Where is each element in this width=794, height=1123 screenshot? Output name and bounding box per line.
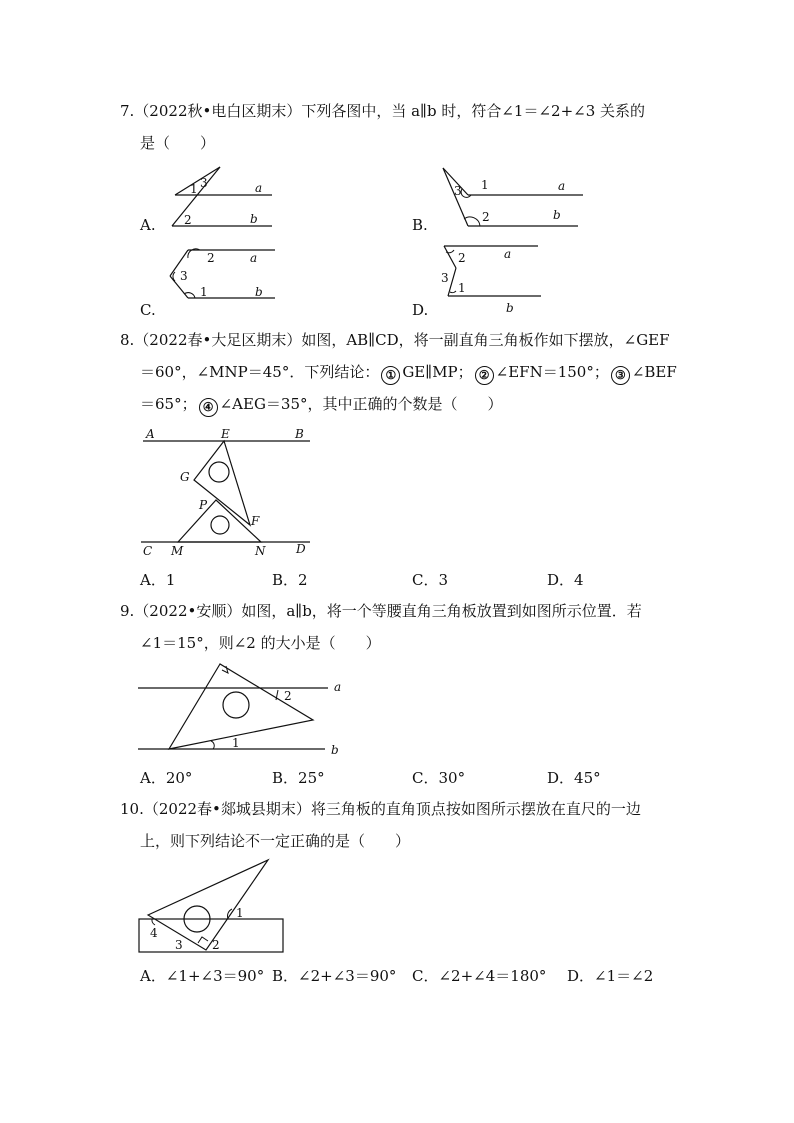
q9-option-c: C．30° — [412, 769, 466, 787]
q10-angle1: 1 — [236, 906, 244, 920]
q8-conclusion3: ∠BEF — [631, 363, 677, 381]
q8-conclusion4: ∠AEG＝35°，其中正确的个数是（ ） — [219, 395, 503, 413]
q8-conclusion3-value: ＝65°； — [140, 395, 197, 413]
q10-option-b: B．∠2+∠3＝90° — [272, 967, 397, 985]
q8-stem-line3 — [140, 394, 503, 417]
q8-option-d: D．4 — [547, 571, 584, 589]
q8-option-a: A．1 — [140, 571, 176, 589]
q7-option-a-label: A. — [140, 216, 156, 234]
q8-conclusion1-marker: ① — [381, 366, 400, 385]
q7-option-b-label: B. — [412, 216, 428, 234]
q7d-line-a: a — [504, 247, 512, 261]
q8-given-mnp: ＝60°，∠MNP＝45°．下列结论： — [140, 363, 380, 381]
q7b-line-b: b — [553, 208, 561, 222]
q8-stem-line1: 8.（2022春•大足区期末）如图，AB∥CD，将一副直角三角板作如下摆放，∠GEF — [120, 331, 670, 349]
q7a-line-b: b — [250, 212, 258, 226]
q8-point-e: E — [221, 427, 230, 441]
q7a-angle2: 2 — [184, 213, 192, 227]
q9-figure — [138, 660, 348, 760]
q8-point-g: G — [180, 470, 190, 484]
q8-conclusion2: ∠EFN＝150°； — [495, 363, 609, 381]
q10-option-d: D．∠1＝∠2 — [567, 967, 654, 985]
q8-point-n: N — [255, 544, 266, 558]
q10-stem-line2: 上，则下列结论不一定正确的是（ ） — [140, 832, 411, 850]
q9-line-a: a — [334, 680, 342, 694]
q7c-angle3: 3 — [180, 269, 188, 283]
q7-figure-a — [160, 163, 280, 233]
q8-point-c: C — [143, 544, 153, 558]
q9-angle2: 2 — [284, 689, 292, 703]
q7d-line-b: b — [506, 301, 514, 315]
q9-option-b: B．25° — [272, 769, 325, 787]
q7a-angle3: 3 — [200, 176, 208, 190]
q9-stem-line1: 9.（2022•安顺）如图，a∥b，将一个等腰直角三角板放置到如图所示位置．若 — [120, 602, 642, 620]
q8-option-b: B．2 — [272, 571, 308, 589]
q9-line-b: b — [331, 743, 339, 757]
q10-option-a: A．∠1+∠3＝90° — [140, 967, 265, 985]
q8-conclusion3-marker: ③ — [611, 366, 630, 385]
q7-figure-d — [438, 240, 548, 315]
q9-option-a: A．20° — [140, 769, 193, 787]
q10-figure — [138, 857, 288, 957]
q8-option-c: C．3 — [412, 571, 449, 589]
q9-angle1: 1 — [232, 736, 240, 750]
q7b-angle1: 1 — [481, 178, 489, 192]
q9-option-d: D．45° — [547, 769, 601, 787]
q7b-angle2: 2 — [482, 210, 490, 224]
q7-option-d-label: D. — [412, 301, 429, 319]
q10-stem-line1: 10.（2022春•郯城县期末）将三角板的直角顶点按如图所示摆放在直尺的一边 — [120, 800, 641, 818]
q10-option-c: C．∠2+∠4＝180° — [412, 967, 547, 985]
q7c-line-a: a — [250, 251, 258, 265]
q8-conclusion2-marker: ② — [475, 366, 494, 385]
q8-point-b: B — [295, 427, 304, 441]
q10-angle2: 2 — [212, 938, 220, 952]
q7c-line-b: b — [255, 285, 263, 299]
q7a-angle1: 1 — [190, 182, 198, 196]
q8-point-d: D — [296, 542, 306, 556]
q7d-angle3: 3 — [441, 271, 449, 285]
q8-conclusion1: GE∥MP； — [402, 363, 473, 381]
q8-stem-line2 — [140, 362, 677, 385]
q8-point-m: M — [171, 544, 184, 558]
q7-option-c-label: C. — [140, 301, 156, 319]
q7b-angle3: 3 — [454, 184, 462, 198]
q10-angle4: 4 — [150, 926, 158, 940]
q7-stem-line2: 是（ ） — [140, 134, 216, 152]
q8-point-p: P — [199, 498, 208, 512]
q10-angle3: 3 — [175, 938, 183, 952]
q7c-angle2: 2 — [207, 251, 215, 265]
q8-figure — [138, 425, 318, 560]
q7-figure-c — [160, 244, 280, 304]
q9-stem-line2: ∠1＝15°，则∠2 的大小是（ ） — [140, 634, 381, 652]
q7a-line-a: a — [255, 181, 263, 195]
q7-stem-line1: 7.（2022秋•电白区期末）下列各图中，当 a∥b 时，符合∠1＝∠2+∠3 关系的 — [120, 102, 646, 120]
q7-figure-b — [438, 163, 588, 233]
q7b-line-a: a — [558, 179, 566, 193]
q8-point-a: A — [146, 427, 155, 441]
q7d-angle1: 1 — [458, 281, 466, 295]
q7d-angle2: 2 — [458, 251, 466, 265]
q8-point-f: F — [251, 514, 260, 528]
q8-conclusion4-marker: ④ — [199, 398, 218, 417]
q7c-angle1: 1 — [200, 285, 208, 299]
